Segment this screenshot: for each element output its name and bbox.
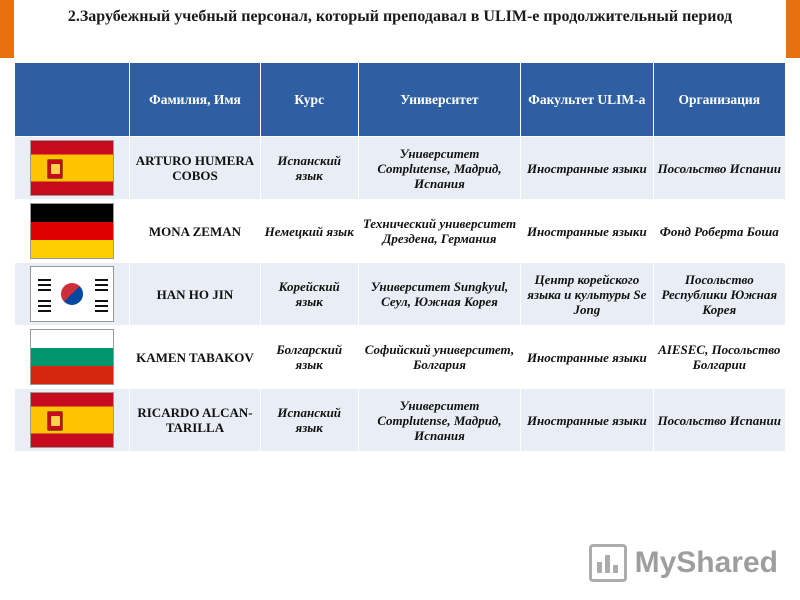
flag-germany-icon	[30, 203, 114, 259]
cell-university: Университет Sungkyul, Сеул, Южная Корея	[358, 263, 520, 326]
flag-cell	[15, 326, 130, 389]
cell-course: Испанский язык	[260, 389, 358, 452]
table-row	[15, 263, 786, 326]
staff-table-container	[14, 62, 786, 452]
table-header-row	[15, 63, 786, 137]
cell-course: Немецкий язык	[260, 200, 358, 263]
column-header-name: Фамилия, Имя	[130, 63, 260, 137]
cell-name: MONA ZEMAN	[130, 200, 260, 263]
cell-organization: Посольство Испании	[653, 389, 785, 452]
table-row	[15, 200, 786, 263]
cell-university: Софийский университет, Болгария	[358, 326, 520, 389]
flag-spain-icon	[30, 392, 114, 448]
cell-name: ARTURO HUMERA COBOS	[130, 137, 260, 200]
table-row	[15, 389, 786, 452]
cell-organization: Посольство Испании	[653, 137, 785, 200]
cell-university: Университет Complutense, Мадрид, Испания	[358, 137, 520, 200]
cell-faculty: Иностранные языки	[521, 200, 653, 263]
flag-bulgaria-icon	[30, 329, 114, 385]
flag-cell	[15, 389, 130, 452]
cell-course: Корейский язык	[260, 263, 358, 326]
cell-organization: AIESEC, Посольство Болгарии	[653, 326, 785, 389]
table-row	[15, 326, 786, 389]
cell-faculty: Иностранные языки	[521, 389, 653, 452]
cell-faculty: Иностранные языки	[521, 326, 653, 389]
watermark	[589, 544, 778, 582]
cell-organization: Посольство Республики Южная Корея	[653, 263, 785, 326]
cell-university: Университет Complutense, Мадрид, Испания	[358, 389, 520, 452]
staff-table	[14, 62, 786, 452]
column-header-faculty: Факультет ULIM-а	[521, 63, 653, 137]
table-body	[15, 137, 786, 452]
column-header-university: Университет	[358, 63, 520, 137]
table-header	[15, 63, 786, 137]
cell-faculty: Иностранные языки	[521, 137, 653, 200]
cell-course: Испанский язык	[260, 137, 358, 200]
flag-cell	[15, 200, 130, 263]
column-header-flag	[15, 63, 130, 137]
column-header-organization: Организация	[653, 63, 785, 137]
flag-cell	[15, 263, 130, 326]
page-title: 2.Зарубежный учебный персонал, который преподавал в ULIM-е продолжительный период	[67, 8, 733, 25]
cell-name: RICARDO ALCAN-TARILLA	[130, 389, 260, 452]
cell-university: Технический университет Дрездена, Германия	[358, 200, 520, 263]
flag-spain-icon	[30, 140, 114, 196]
flag-south-korea-icon	[30, 266, 114, 322]
table-row	[15, 137, 786, 200]
column-header-course: Курс	[260, 63, 358, 137]
taeguk-icon	[61, 283, 83, 305]
watermark-label: MyShared	[634, 546, 778, 579]
cell-name: HAN HO JIN	[130, 263, 260, 326]
cell-organization: Фонд Роберта Боша	[653, 200, 785, 263]
cell-faculty: Центр корейского языка и культуры Se Jong	[521, 263, 653, 326]
chart-box-icon	[589, 544, 627, 582]
cell-name: KAMEN TABAKOV	[130, 326, 260, 389]
flag-cell	[15, 137, 130, 200]
coat-of-arms-icon	[47, 159, 63, 179]
cell-course: Болгарский язык	[260, 326, 358, 389]
coat-of-arms-icon	[47, 411, 63, 431]
